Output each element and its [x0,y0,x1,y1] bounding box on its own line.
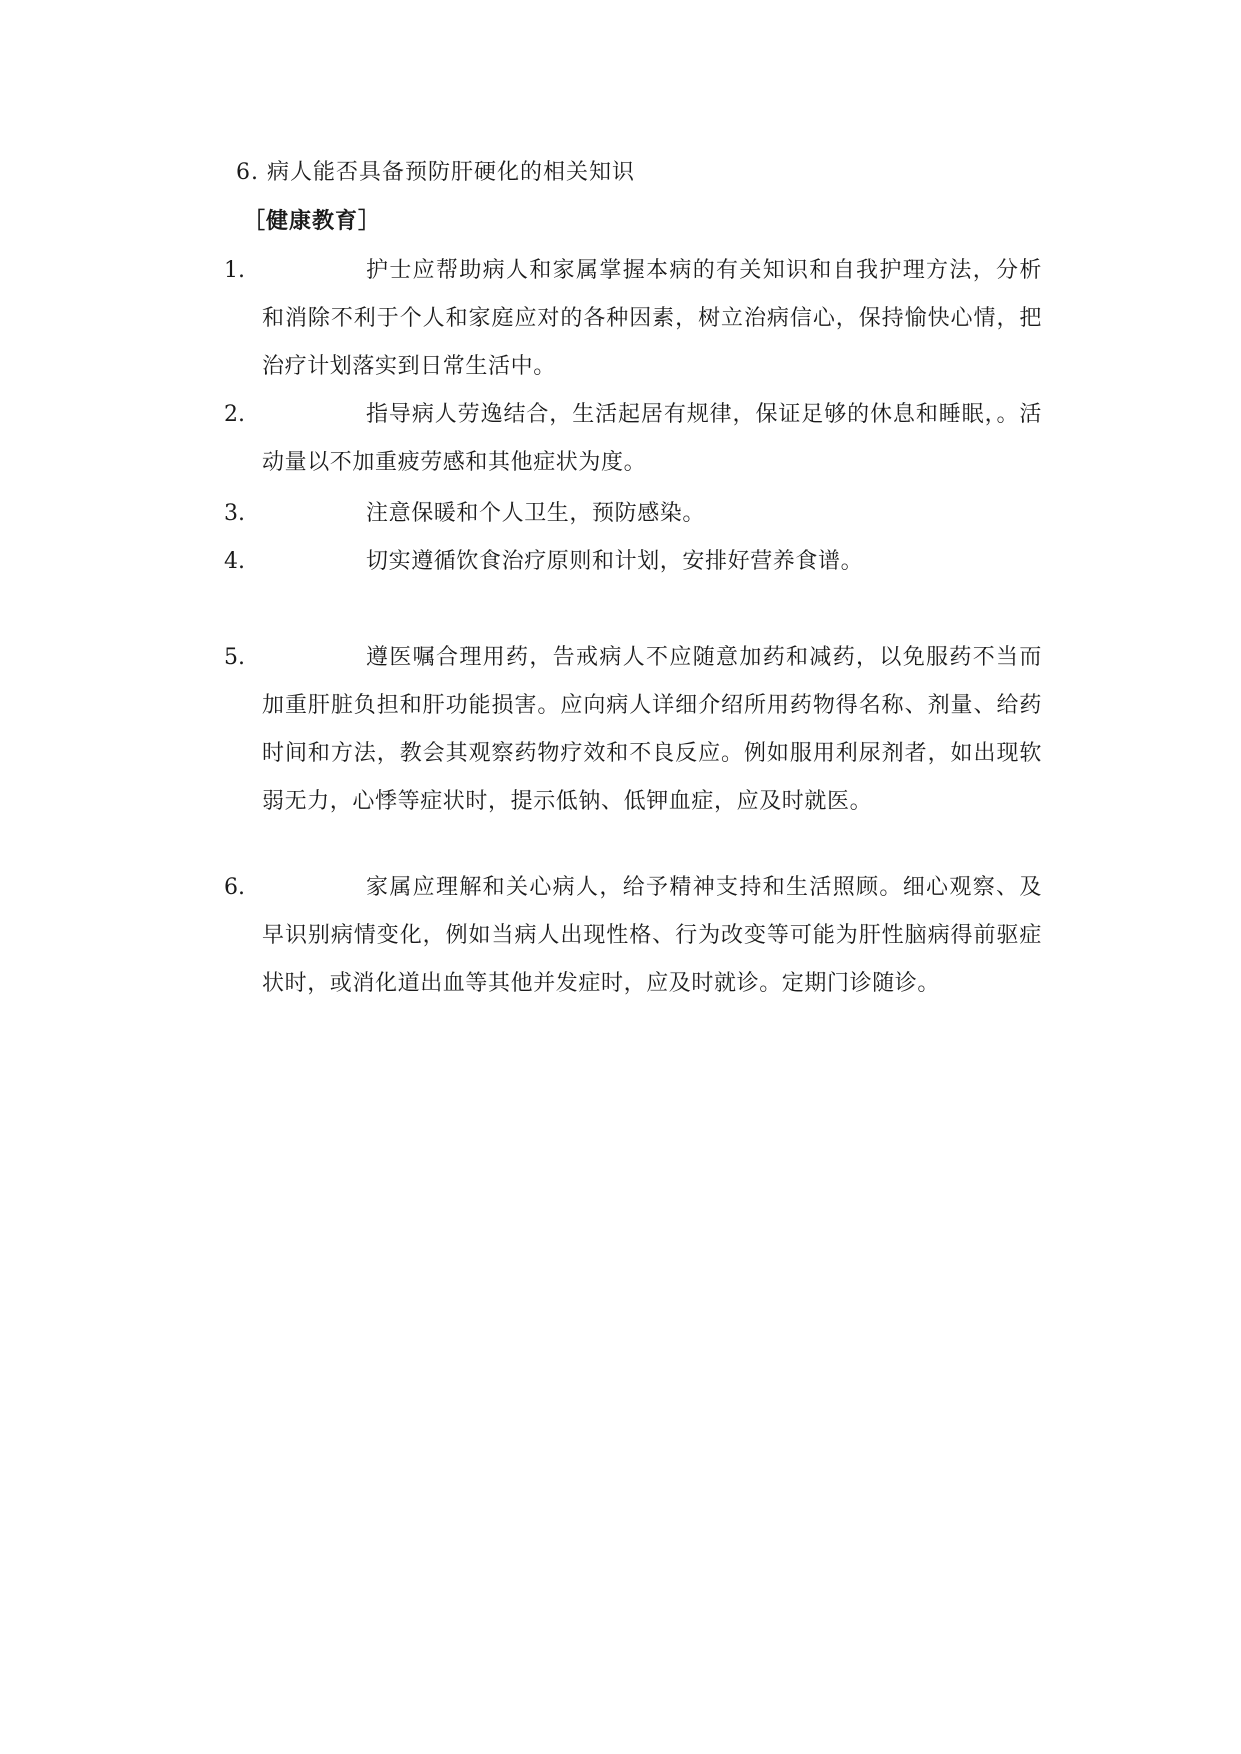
assessment-item-6: 6. 病人能否具备预防肝硬化的相关知识 [236,160,635,185]
item-text: 指导病人劳逸结合，生活起居有规律，保证足够的休息和睡眠，。活动量以不加重疲劳感和其他症状为度。 [262,402,1042,475]
item-number: 2. [224,402,245,427]
item-number: 5. [224,645,245,670]
item-text: 注意保暖和个人卫生，预防感染。 [366,501,706,526]
item-text: 遵医嘱合理用药，告戒病人不应随意加药和减药，以免服药不当而加重肝脏负担和肝功能损害。应向病人详细介绍所用药物得名称、剂量、给药时间和方法，教会其观察药物疗效和不良反应。例如服用利尿剂者，如出现软弱无力，心悸等症状时，提示低钠、低钾血症，应及时就医。 [262,645,1042,814]
item-text: 切实遵循饮食治疗原则和计划，安排好营养食谱。 [366,549,864,574]
item-number: 4. [224,549,245,574]
section-heading: ［健康教育］ [243,209,382,234]
item-number: 3. [224,501,245,526]
item-number: 1. [224,258,245,283]
item-number: 6. [224,875,245,900]
item-text: 护士应帮助病人和家属掌握本病的有关知识和自我护理方法，分析和消除不利于个人和家庭应对的各种因素，树立治病信心，保持愉快心情，把治疗计划落实到日常生活中。 [262,258,1042,379]
item-text: 家属应理解和关心病人，给予精神支持和生活照顾。细心观察、及早识别病情变化，例如当病人出现性格、行为改变等可能为肝性脑病得前驱症状时，或消化道出血等其他并发症时，应及时就诊。定期门诊随诊。 [262,875,1042,996]
